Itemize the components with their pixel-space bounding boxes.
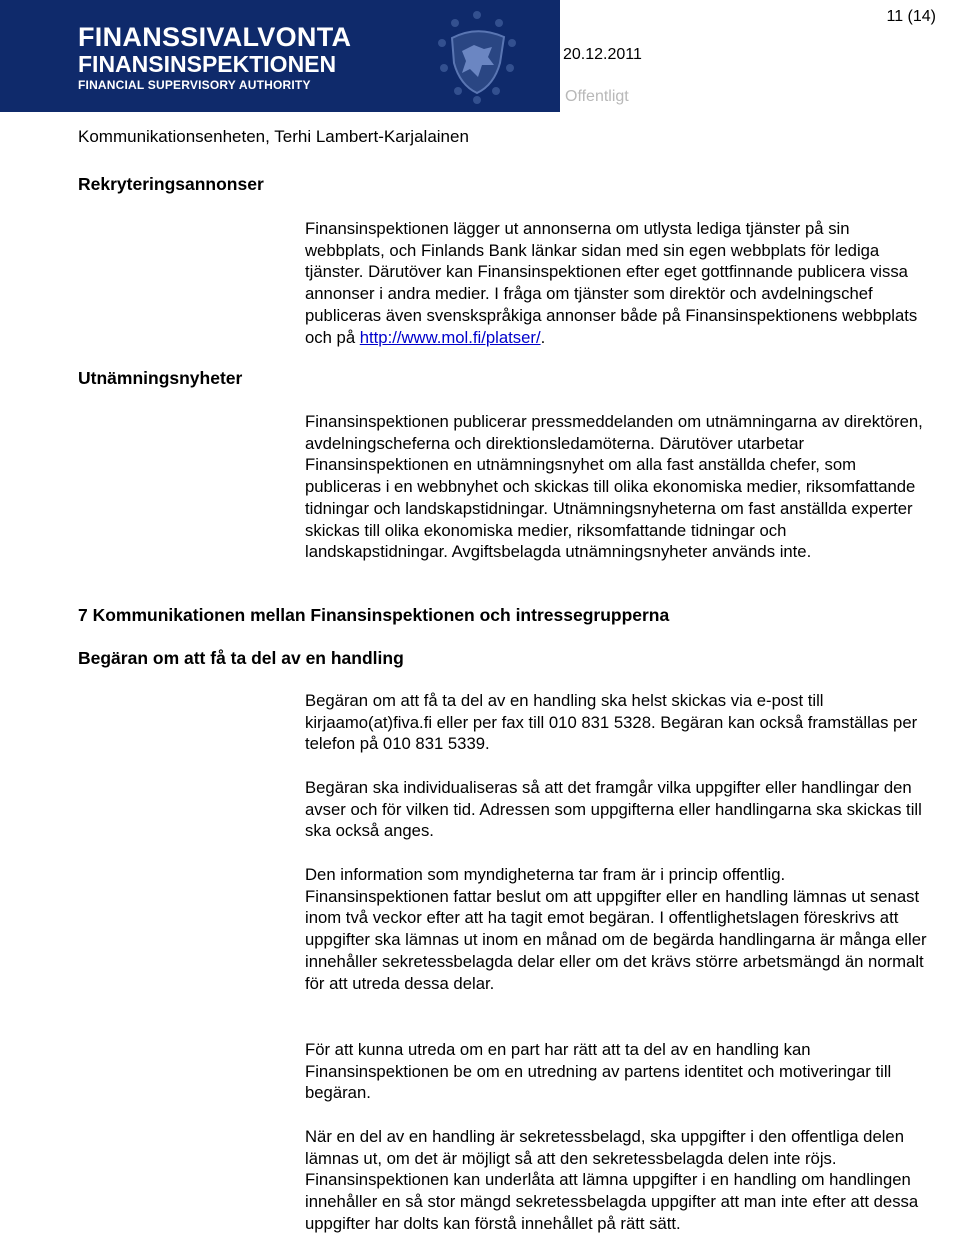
paragraph-begaran-3: Den information som myndigheterna tar fram är i princip offentlig. Finansinspektionen fattar beslut om att uppgifter eller en handling lämnas ut senast inom två veckor efter att ha tagit emot begäran. I offentlighetslagen föreskrivs att uppgifter ska lämnas ut inom en månad om de begärda handlingarna är många eller innehåller sekretessbelagda delar eller om det krävs större arbetsmängd än normalt för att utreda dessa delar. <box>305 865 927 993</box>
paragraph-rekrytering-text: Finansinspektionen lägger ut annonserna om utlysta lediga tjänster på sin webbplats, och Finlands Bank länkar sidan med sin egen webbplats för lediga tjänster. Därutöver kan Finansinspektionen efter eget gottfinnande publicera vissa annonser i andra medier. I fråga om tjänster som direktör och avdelningschef publiceras även svenskspråkiga annonser både på Finansinspektionens webbplats och på <box>305 219 918 347</box>
lion-emblem-icon <box>422 3 532 109</box>
paragraph-begaran-5: När en del av en handling är sekretessbelagd, ska uppgifter i den offentliga delen lämnas ut, om det är möjligt så att den sekretessbelagda delen inte röjs. Finansinspektionen kan underlåta att lämna uppgifter i en handling om handlingen innehåller en så stor mängd sekretessbelagda uppgifter att man inte efter att dessa uppgifter har dolts kan förstå innehållet på rätt sätt. <box>305 1127 919 1233</box>
paragraph-begaran-2: Begäran ska individualiseras så att det framgår vilka uppgifter eller handlingar den avser och för vilken tid. Adressen som uppgifterna eller handlingarna ska skickas till ska också anges. <box>305 778 922 841</box>
page-number: 11 (14) <box>886 8 936 25</box>
logo-line-english: FINANCIAL SUPERVISORY AUTHORITY <box>78 78 311 92</box>
platser-link[interactable]: http://www.mol.fi/platser/ <box>359 327 541 347</box>
paragraph-begaran-1: Begäran om att få ta del av en handling ska helst skickas via e-post till kirjaamo(at)fiva.fi eller per fax till 010 831 5328. Begäran kan också framställas per telefon på 010 831 5339. <box>305 691 918 754</box>
paragraph-rekrytering <box>305 218 930 348</box>
document-date: 20.12.2011 <box>563 46 642 63</box>
heading-utnamningsnyheter: Utnämningsnyheter <box>78 368 243 388</box>
paragraph-utnamning: Finansinspektionen publicerar pressmeddelanden om utnämningarna av direktören, avdelningscheferna och direktionsledamöterna. Därutöver utarbetar Finansinspektionen en utnämningsnyhet om alla fast anställda chefer, som publiceras i en webbnyhet och skickas till olika ekonomiska medier, riksomfattande tidningar och landskapstidningar. Utnämningsnyheterna om fast anställda experter skickas till olika ekonomiska medier, riksomfattande tidningar och landskapstidningar. Avgiftsbelagda utnämningsnyheter används inte. <box>305 412 923 562</box>
logo-line-swedish: FINANSINSPEKTIONEN <box>78 51 337 77</box>
author-line: Kommunikationsenheten, Terhi Lambert-Karjalainen <box>78 127 469 146</box>
paragraph-begaran-4: För att kunna utreda om en part har rätt att ta del av en handling kan Finansinspektionen be om en utredning av partens identitet och motiveringar till begäran. <box>305 1040 892 1103</box>
heading-rekryteringsannonser: Rekryteringsannonser <box>78 174 264 194</box>
paragraph-rekrytering-end: . <box>540 327 546 347</box>
header-banner <box>0 0 560 112</box>
classification-label: Offentligt <box>565 88 629 105</box>
heading-chapter-7: 7 Kommunikationen mellan Finansinspektionen och intressegrupperna <box>78 605 670 625</box>
logo-line-finnish: FINANSSIVALVONTA <box>78 22 352 52</box>
heading-begaran: Begäran om att få ta del av en handling <box>78 648 404 668</box>
